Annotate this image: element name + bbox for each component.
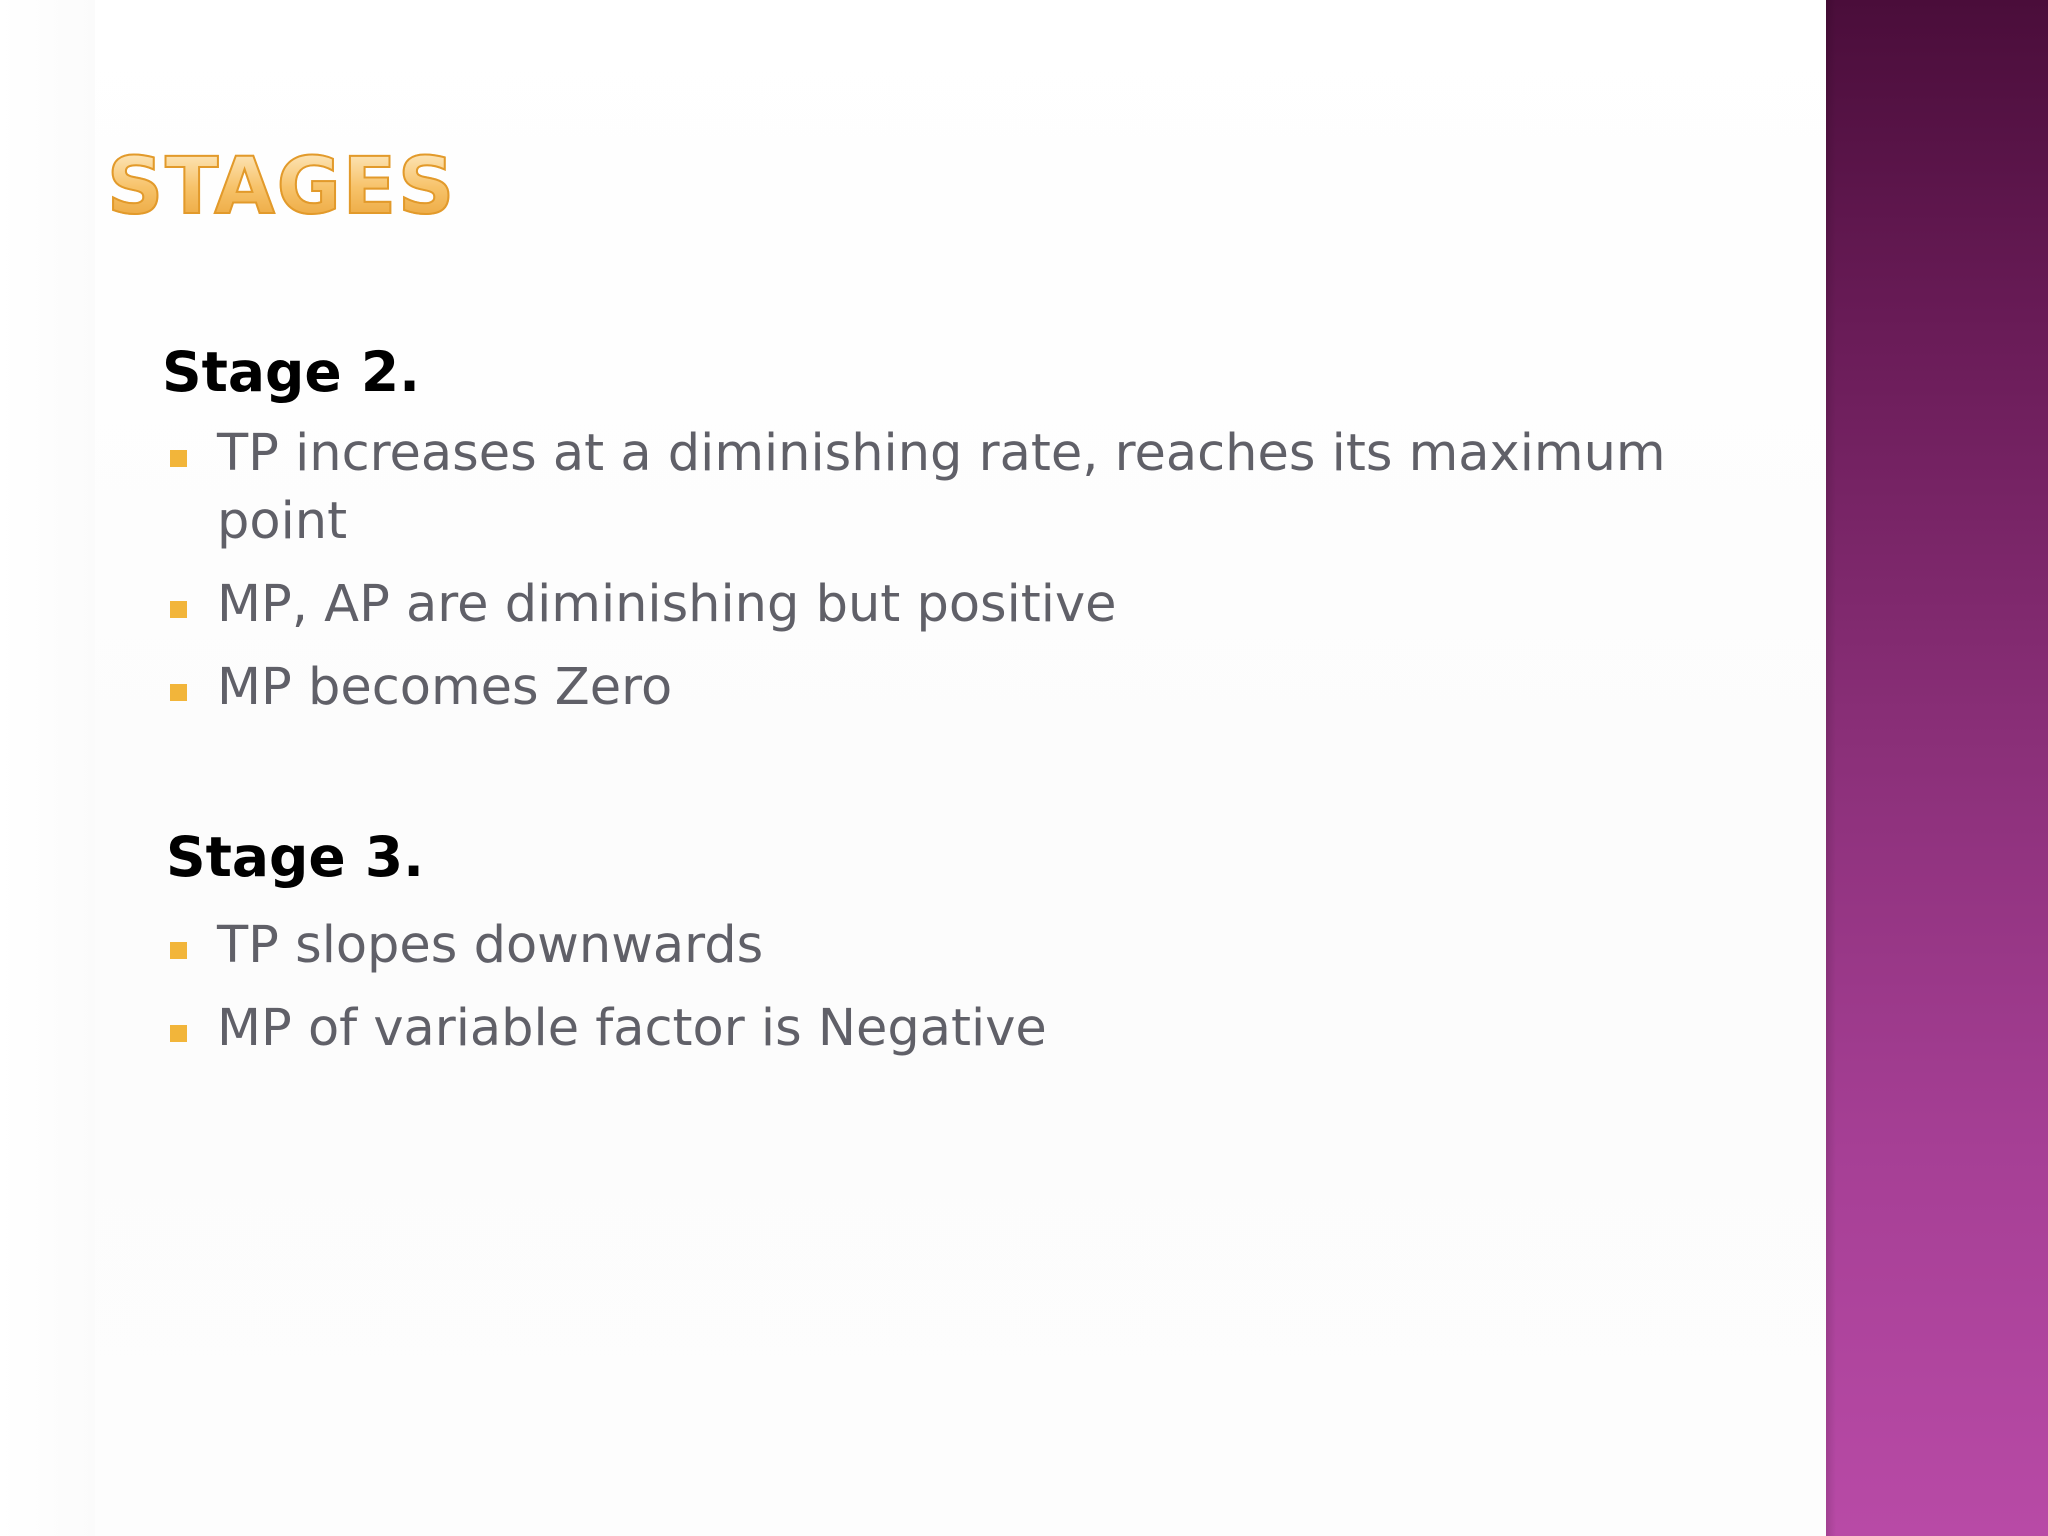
- bullet-text: TP slopes downwards: [217, 916, 764, 975]
- stage-3-bullet-list: [168, 912, 1698, 1078]
- left-edge-shade: [0, 0, 95, 1536]
- bullet-text: MP of variable factor is Negative: [217, 999, 1047, 1058]
- bullet-text: TP increases at a diminishing rate, reaches its maximum point: [217, 424, 1666, 551]
- decorative-sidebar: [1826, 0, 2048, 1536]
- stage-3-heading: Stage 3.: [166, 825, 425, 889]
- square-bullet-icon: [170, 1025, 187, 1042]
- bullet-text: MP, AP are diminishing but positive: [217, 575, 1117, 634]
- list-item: [168, 912, 1698, 980]
- list-item: [168, 571, 1698, 639]
- stage-2-heading: Stage 2.: [162, 340, 421, 404]
- list-item: [168, 654, 1698, 722]
- stage-2-bullet-list: [168, 420, 1698, 737]
- bullet-text: MP becomes Zero: [217, 658, 673, 717]
- square-bullet-icon: [170, 942, 187, 959]
- square-bullet-icon: [170, 450, 187, 467]
- slide-title: STAGES: [107, 142, 457, 232]
- square-bullet-icon: [170, 601, 187, 618]
- square-bullet-icon: [170, 684, 187, 701]
- list-item: [168, 995, 1698, 1063]
- list-item: [168, 420, 1698, 556]
